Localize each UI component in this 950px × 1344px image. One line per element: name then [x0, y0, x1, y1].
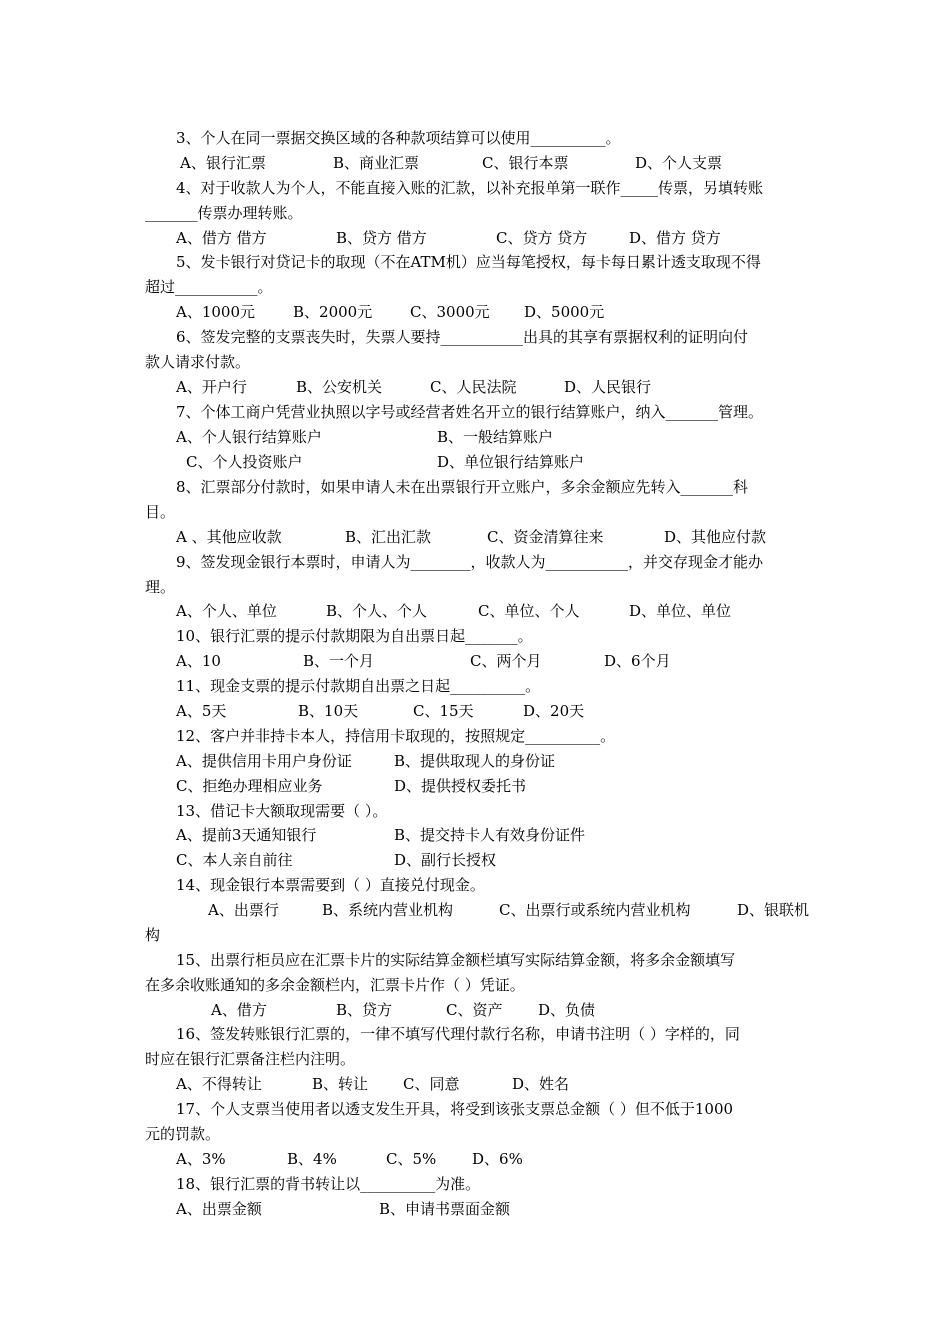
question-7-stem: 7、个体工商户凭营业执照以字号或经营者姓名开立的银行结算账户，纳入_______管理。: [176, 403, 764, 421]
option-c: C、银行本票: [482, 154, 569, 172]
option-a: A、提供信用卡用户身份证: [176, 752, 352, 770]
question-11-stem: 11、现金支票的提示付款期自出票之日起__________。: [176, 677, 541, 695]
option-b: B、转让: [312, 1075, 369, 1093]
option-b: B、一个月: [303, 652, 375, 670]
option-b: B、贷方: [336, 1001, 393, 1019]
option-d: D、姓名: [512, 1075, 570, 1093]
option-c: C、两个月: [470, 652, 542, 670]
option-d: D、其他应付款: [664, 528, 767, 546]
option-d: D、5000元: [524, 303, 605, 321]
question-17-stem: 17、个人支票当使用者以透支发生开具，将受到该张支票总金额（ ）但不低于1000: [176, 1100, 734, 1118]
option-d: D、人民银行: [564, 378, 652, 396]
option-a: A、出票金额: [176, 1200, 262, 1218]
option-b: B、一般结算账户: [437, 428, 554, 446]
question-17-stem-cont: 元的罚款。: [145, 1125, 221, 1143]
question-13-options-row2: [0, 850, 950, 870]
option-a: A、不得转让: [176, 1075, 262, 1093]
option-d: D、6个月: [604, 652, 671, 670]
question-14-options: [0, 900, 950, 920]
question-6-stem: 6、签发完整的支票丧失时，失票人要持___________出具的其享有票据权利的证明向付: [176, 328, 749, 346]
option-d: D、单位、单位: [629, 602, 732, 620]
question-3-options: [0, 153, 950, 173]
option-a: A、银行汇票: [180, 154, 266, 172]
option-d: D、副行长授权: [394, 851, 497, 869]
question-9-stem: 9、签发现金银行本票时，申请人为________，收款人为___________，并交存现金才能办: [176, 553, 764, 571]
option-d: D、负债: [538, 1001, 596, 1019]
option-c: C、人民法院: [430, 378, 517, 396]
question-15-stem-cont: 在多余收账通知的多余金额栏内，汇票卡片作（ ）凭证。: [145, 976, 525, 994]
option-b: B、提交持卡人有效身份证件: [394, 826, 586, 844]
option-b: B、4%: [287, 1150, 337, 1168]
question-6-options: [0, 377, 950, 397]
question-16-stem: 16、签发转账银行汇票的，一律不填写代理付款行名称，申请书注明（ ）字样的，同: [176, 1025, 740, 1043]
question-4-stem: 4、对于收款人为个人，不能直接入账的汇款，以补充报单第一联作_____传票，另填转账: [176, 179, 764, 197]
question-16-stem-cont: 时应在银行汇票备注栏内注明。: [145, 1050, 356, 1068]
question-4-options: [0, 228, 950, 248]
option-c: C、5%: [386, 1150, 437, 1168]
option-a: A、借方: [211, 1001, 267, 1019]
option-b: B、提供取现人的身份证: [394, 752, 556, 770]
option-d: D、20天: [523, 702, 585, 720]
option-b: B、系统内营业机构: [322, 901, 454, 919]
question-16-options: [0, 1074, 950, 1094]
option-c: C、资金清算往来: [487, 528, 604, 546]
option-a: A、提前3天通知银行: [176, 826, 317, 844]
option-d: D、个人支票: [635, 154, 723, 172]
option-b: B、2000元: [293, 303, 373, 321]
option-b: B、贷方 借方: [336, 229, 427, 247]
question-8-stem: 8、汇票部分付款时，如果申请人未在出票银行开立账户，多余金额应先转入_______科: [176, 478, 749, 496]
question-8-options: [0, 527, 950, 547]
question-11-options: [0, 701, 950, 721]
question-7-options-row2: [0, 452, 950, 472]
question-5-stem: 5、发卡银行对贷记卡的取现（不在ATM机）应当每笔授权，每卡每日累计透支取现不得: [176, 253, 761, 271]
option-c: C、个人投资账户: [186, 453, 303, 471]
option-d: D、单位银行结算账户: [437, 453, 585, 471]
option-a: A、1000元: [176, 303, 256, 321]
question-12-options-row1: [0, 751, 950, 771]
question-8-stem-cont: 目。: [145, 503, 176, 521]
option-b: B、商业汇票: [333, 154, 420, 172]
question-17-options: [0, 1149, 950, 1169]
option-c: C、15天: [413, 702, 474, 720]
question-12-stem: 12、客户并非持卡本人，持信用卡取现的，按照规定__________。: [176, 727, 616, 745]
question-10-options: [0, 651, 950, 671]
option-a: A、5天: [176, 702, 227, 720]
question-13-stem: 13、借记卡大额取现需要（ ）。: [176, 802, 388, 820]
question-9-stem-cont: 理。: [145, 578, 176, 596]
option-b: B、申请书票面金额: [379, 1200, 511, 1218]
option-d: D、借方 贷方: [629, 229, 721, 247]
question-12-options-row2: [0, 776, 950, 796]
option-a: A、借方 借方: [176, 229, 267, 247]
question-18-stem: 18、银行汇票的背书转让以__________为准。: [176, 1175, 481, 1193]
question-3-stem: 3、个人在同一票据交换区域的各种款项结算可以使用__________。: [176, 129, 621, 147]
option-b: B、公安机关: [296, 378, 383, 396]
option-b: B、个人、个人: [326, 602, 428, 620]
option-c: C、拒绝办理相应业务: [176, 777, 323, 795]
question-7-options-row1: [0, 427, 950, 447]
option-c: C、本人亲自前往: [176, 851, 293, 869]
option-c: C、单位、个人: [478, 602, 580, 620]
option-a: A、3%: [176, 1150, 226, 1168]
question-5-stem-cont: 超过___________。: [145, 278, 273, 296]
question-14-stem: 14、现金银行本票需要到（ ）直接兑付现金。: [176, 876, 485, 894]
option-c: C、资产: [446, 1001, 503, 1019]
option-b: B、汇出汇款: [345, 528, 432, 546]
question-14-option-d-cont: 构: [145, 926, 161, 944]
question-5-options: [0, 302, 950, 322]
option-c: C、出票行或系统内营业机构: [499, 901, 691, 919]
question-6-stem-cont: 款人请求付款。: [145, 353, 251, 371]
option-d: D、银联机: [737, 901, 810, 919]
option-d: D、提供授权委托书: [394, 777, 527, 795]
option-b: B、10天: [298, 702, 359, 720]
option-a: A、开户行: [176, 378, 247, 396]
option-a: A、个人银行结算账户: [176, 428, 322, 446]
option-a: A、10: [176, 652, 221, 670]
option-d: D、6%: [472, 1150, 523, 1168]
option-a: A、出票行: [208, 901, 279, 919]
option-a: A、个人、单位: [176, 602, 277, 620]
question-9-options: [0, 601, 950, 621]
option-c: C、3000元: [410, 303, 490, 321]
question-15-stem: 15、出票行柜员应在汇票卡片的实际结算金额栏填写实际结算金额，将多余金额填写: [176, 951, 736, 969]
option-c: C、贷方 贷方: [496, 229, 588, 247]
question-13-options-row1: [0, 825, 950, 845]
question-15-options: [0, 1000, 950, 1020]
option-a: A 、其他应收款: [176, 528, 282, 546]
option-c: C、同意: [403, 1075, 460, 1093]
question-10-stem: 10、银行汇票的提示付款期限为自出票日起_______。: [176, 627, 533, 645]
question-4-stem-cont: _______传票办理转账。: [145, 204, 303, 222]
question-18-options: [0, 1199, 950, 1219]
